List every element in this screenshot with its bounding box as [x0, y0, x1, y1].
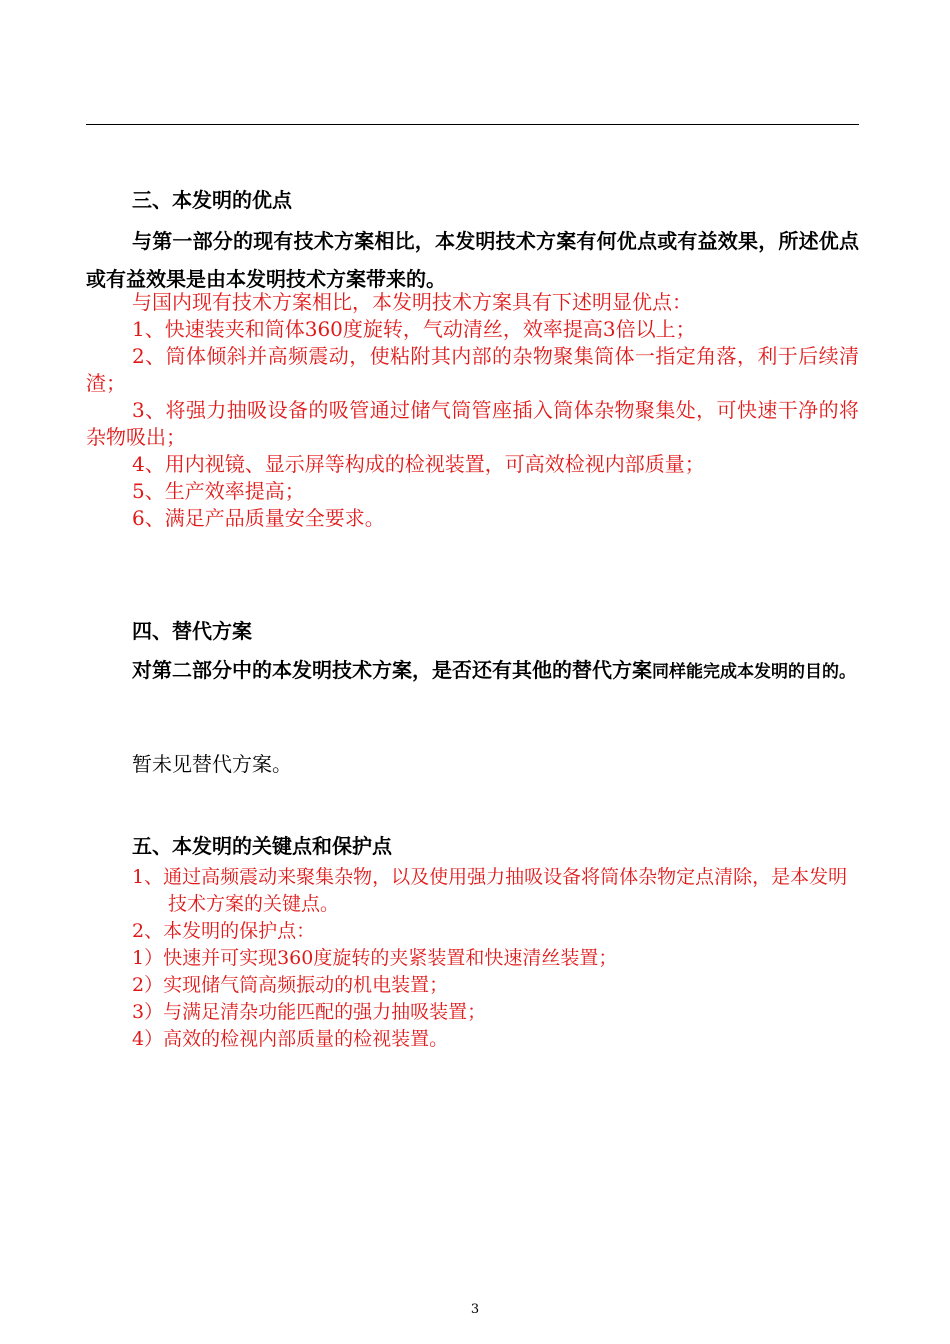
protect-point-item: 3）与满足清杂功能匹配的强力抽吸装置； — [132, 1001, 487, 1023]
section-advantages — [86, 186, 859, 214]
section-heading-key-points: 五、本发明的关键点和保护点 — [132, 834, 392, 858]
section-alternatives — [86, 617, 859, 645]
key-points-answer — [86, 864, 859, 1053]
advantages-prompt — [86, 222, 859, 298]
alternatives-prompt-text — [86, 651, 859, 691]
advantages-prompt-text: 与第一部分的现有技术方案相比，本发明技术方案有何优点或有益效果，所述优点或有益效果是由本发明技术方案带来的。 — [86, 229, 859, 291]
key-point-item: 1、通过高频震动来聚集杂物，以及使用强力抽吸设备将筒体杂物定点清除，是本发明技术方案的关键点。 — [132, 866, 848, 915]
alternatives-prompt-tail: 同样能完成本发明的目的。 — [652, 662, 856, 682]
section-key-points — [86, 832, 859, 860]
advantage-item: 4、用内视镜、显示屏等构成的检视装置，可高效检视内部质量； — [132, 452, 705, 476]
alternatives-prompt-main: 对第二部分中的本发明技术方案，是否还有其他的替代方案 — [132, 658, 652, 682]
advantage-item: 6、满足产品质量安全要求。 — [132, 506, 385, 530]
alternatives-prompt — [86, 651, 859, 691]
advantage-item: 3、将强力抽吸设备的吸管通过储气筒管座插入筒体杂物聚集处，可快速干净的将杂物吸出； — [86, 398, 859, 449]
protect-points-title: 2、本发明的保护点： — [132, 920, 316, 942]
advantage-item: 2、筒体倾斜并高频震动，使粘附其内部的杂物聚集筒体一指定角落，利于后续清渣； — [86, 344, 859, 395]
protect-point-item: 1）快速并可实现360度旋转的夹紧装置和快速清丝装置； — [132, 947, 618, 969]
protect-point-item: 2）实现储气筒高频振动的机电装置； — [132, 974, 449, 996]
advantage-item: 1、快速装夹和筒体360度旋转，气动清丝，效率提高3倍以上； — [132, 317, 696, 341]
advantage-item: 5、生产效率提高； — [132, 479, 305, 503]
protect-point-item: 4）高效的检视内部质量的检视装置。 — [132, 1028, 449, 1050]
section-heading-advantages: 三、本发明的优点 — [132, 188, 292, 212]
section-heading-alternatives: 四、替代方案 — [132, 619, 252, 643]
alternatives-answer-text: 暂未见替代方案。 — [132, 752, 292, 776]
advantages-answer — [86, 289, 859, 532]
page-number: 3 — [470, 1302, 480, 1317]
header-rule — [86, 124, 859, 125]
alternatives-answer — [86, 750, 859, 778]
advantages-intro: 与国内现有技术方案相比，本发明技术方案具有下述明显优点： — [132, 290, 692, 314]
